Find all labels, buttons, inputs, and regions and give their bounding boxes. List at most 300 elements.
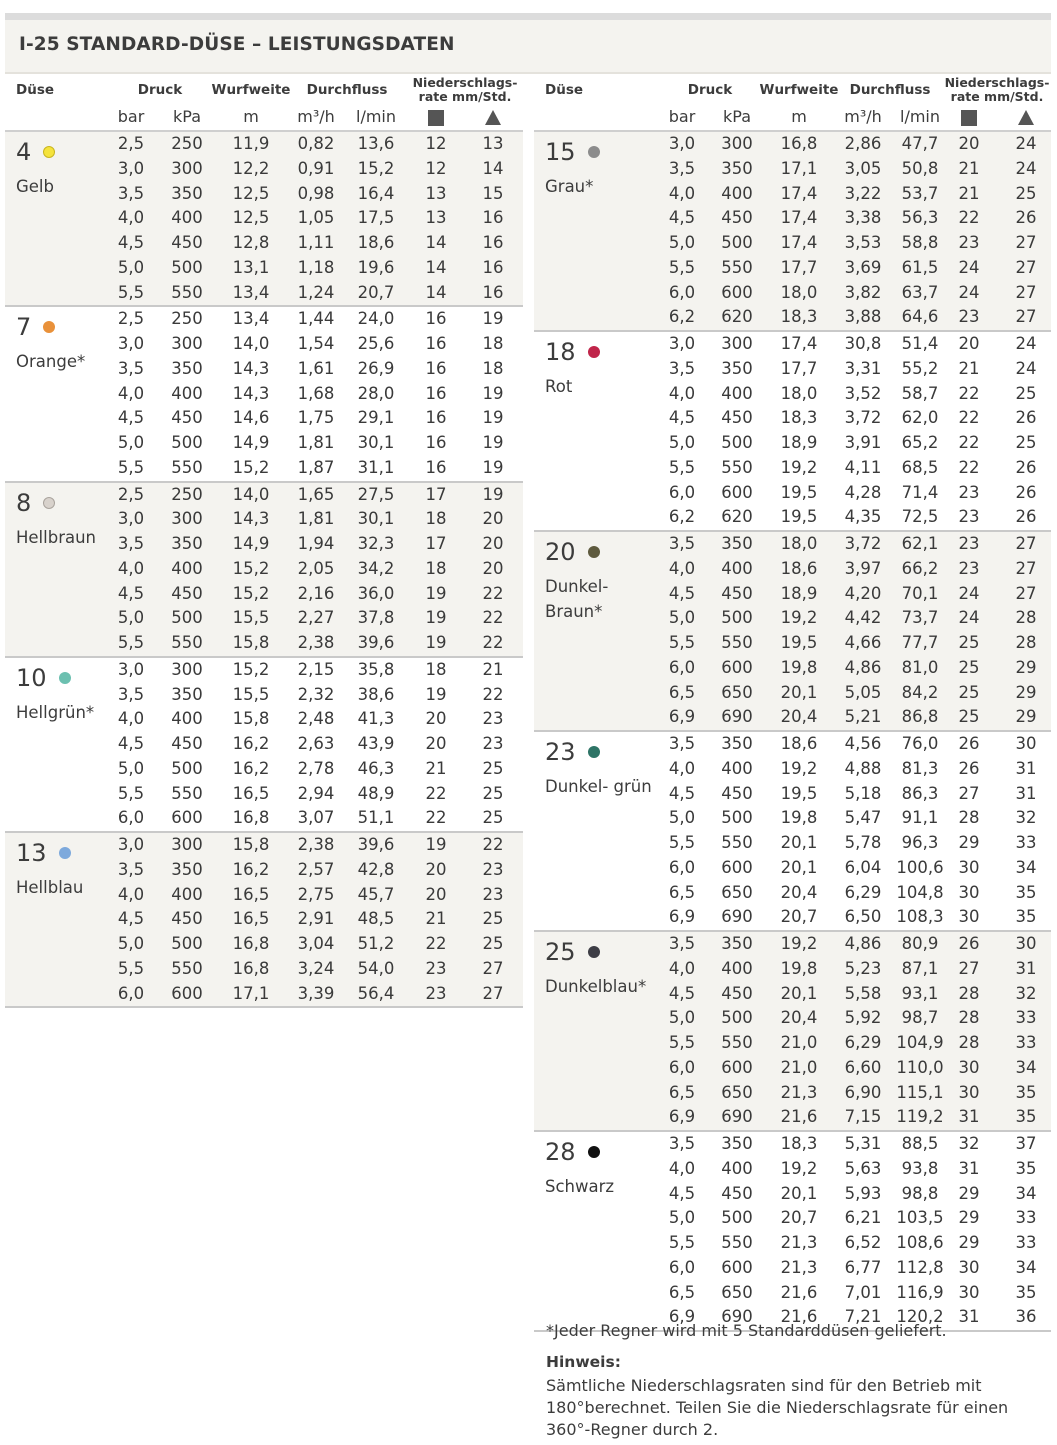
cell-radius: 14,0	[232, 484, 270, 504]
cell-bar: 5,5	[117, 457, 145, 477]
cell-bar: 5,5	[668, 833, 696, 852]
cell-bar: 6,5	[668, 1282, 696, 1302]
cell-precip-square: 16	[425, 408, 447, 428]
cell-kpa: 350	[721, 158, 753, 178]
cell-bar: 4,5	[117, 734, 145, 753]
cell-bar: 6,9	[668, 907, 696, 927]
cell-radius: 12,2	[232, 158, 270, 178]
cell-precip-triangle: 25	[482, 808, 504, 828]
header-flow: Durchfluss	[306, 82, 388, 98]
cell-bar: 3,0	[117, 835, 145, 854]
cell-kpa: 300	[171, 158, 203, 178]
table-row	[5, 582, 523, 607]
cell-kpa: 500	[721, 433, 753, 452]
cell-precip-square: 31	[958, 1158, 980, 1178]
cell-precip-square: 24	[958, 257, 980, 277]
cell-precip-square: 24	[958, 583, 980, 603]
unit-m: m	[243, 107, 259, 126]
cell-kpa: 450	[721, 983, 753, 1003]
cell-radius: 20,4	[780, 882, 818, 902]
cell-radius: 18,0	[780, 534, 818, 553]
cell-flow-m3h: 3,39	[297, 983, 335, 1003]
cell-flow-lmin: 54,0	[357, 958, 395, 978]
cell-flow-lmin: 45,7	[357, 884, 395, 904]
cell-radius: 20,7	[780, 1208, 818, 1228]
cell-radius: 11,9	[232, 134, 270, 153]
cell-flow-m3h: 3,31	[844, 358, 882, 378]
cell-kpa: 550	[171, 633, 203, 652]
cell-radius: 15,5	[232, 684, 270, 704]
cell-precip-square: 22	[425, 783, 447, 803]
cell-radius: 21,6	[780, 1282, 818, 1302]
cell-flow-lmin: 58,7	[901, 383, 939, 403]
cell-radius: 16,5	[232, 884, 270, 904]
cell-flow-lmin: 115,1	[896, 1082, 944, 1102]
cell-precip-square: 20	[425, 884, 447, 904]
header-precip-line2: rate mm/Std.	[418, 89, 512, 104]
table-row	[534, 831, 1051, 856]
cell-precip-triangle: 26	[1015, 208, 1037, 228]
cell-flow-m3h: 5,92	[844, 1008, 882, 1028]
cell-bar: 6,9	[668, 707, 696, 727]
cell-kpa: 650	[721, 1282, 753, 1302]
cell-precip-triangle: 25	[1015, 433, 1037, 452]
cell-precip-square: 30	[958, 1257, 980, 1277]
cell-flow-m3h: 3,07	[297, 808, 335, 828]
cell-kpa: 690	[721, 1107, 753, 1127]
table-row	[5, 557, 523, 582]
cell-flow-lmin: 46,3	[357, 758, 395, 778]
table-row	[534, 905, 1051, 930]
cell-kpa: 350	[721, 1134, 753, 1153]
cell-precip-square: 22	[425, 934, 447, 953]
cell-flow-lmin: 65,2	[901, 433, 939, 452]
cell-precip-triangle: 23	[482, 734, 504, 753]
cell-precip-triangle: 30	[1015, 734, 1037, 753]
cell-kpa: 350	[171, 684, 203, 704]
cell-bar: 5,5	[668, 257, 696, 277]
cell-precip-square: 22	[958, 457, 980, 477]
table-row	[534, 656, 1051, 681]
cell-flow-m3h: 0,98	[297, 183, 335, 203]
cell-bar: 5,0	[668, 1208, 696, 1228]
cell-bar: 6,0	[668, 482, 696, 502]
cell-flow-lmin: 34,2	[357, 558, 395, 578]
cell-kpa: 300	[171, 835, 203, 854]
cell-bar: 4,0	[668, 558, 696, 578]
cell-bar: 3,5	[668, 1134, 696, 1153]
cell-precip-square: 19	[425, 684, 447, 704]
cell-bar: 3,5	[668, 934, 696, 953]
cell-flow-m3h: 1,54	[297, 334, 335, 353]
cell-precip-triangle: 27	[482, 958, 504, 978]
cell-bar: 6,9	[668, 1307, 696, 1327]
cell-flow-lmin: 87,1	[901, 958, 939, 978]
nozzle-color-name: Hellbraun	[16, 527, 97, 547]
cell-flow-m3h: 6,29	[844, 882, 882, 902]
cell-flow-m3h: 3,05	[844, 158, 882, 178]
cell-precip-triangle: 26	[1015, 457, 1037, 477]
cell-flow-m3h: 4,86	[844, 934, 882, 953]
cell-flow-m3h: 3,69	[844, 257, 882, 277]
cell-precip-square: 16	[425, 358, 447, 378]
cell-bar: 6,0	[668, 282, 696, 302]
unit-bar: bar	[668, 107, 696, 126]
cell-bar: 3,5	[117, 859, 145, 879]
table-row	[534, 206, 1051, 231]
cell-precip-triangle: 19	[482, 457, 504, 477]
cell-radius: 19,2	[780, 934, 818, 953]
cell-radius: 17,4	[780, 208, 818, 228]
unit-m3h: m³/h	[297, 107, 335, 126]
cell-flow-m3h: 2,75	[297, 884, 335, 904]
table-row	[5, 281, 523, 306]
cell-precip-square: 16	[425, 457, 447, 477]
cell-bar: 4,0	[668, 758, 696, 778]
cell-flow-m3h: 4,86	[844, 657, 882, 677]
cell-flow-lmin: 62,0	[901, 408, 939, 428]
cell-kpa: 690	[721, 907, 753, 927]
cell-flow-lmin: 76,0	[901, 734, 939, 753]
cell-flow-lmin: 31,1	[357, 457, 395, 477]
nozzle-group	[534, 532, 1051, 732]
cell-precip-triangle: 31	[1015, 758, 1037, 778]
cell-radius: 15,8	[232, 835, 270, 854]
cell-precip-square: 23	[425, 958, 447, 978]
table-row	[5, 683, 523, 708]
cell-radius: 18,6	[780, 558, 818, 578]
cell-kpa: 650	[721, 882, 753, 902]
cell-precip-square: 18	[425, 509, 447, 529]
cell-flow-lmin: 80,9	[901, 934, 939, 953]
table-row	[534, 256, 1051, 281]
cell-flow-m3h: 4,88	[844, 758, 882, 778]
cell-radius: 14,3	[232, 383, 270, 403]
cell-flow-lmin: 108,3	[896, 907, 944, 927]
cell-flow-lmin: 62,1	[901, 534, 939, 553]
cell-flow-m3h: 1,44	[297, 309, 335, 329]
cell-flow-m3h: 6,90	[844, 1082, 882, 1102]
table-row	[534, 505, 1051, 530]
table-row	[5, 483, 523, 508]
cell-radius: 18,0	[780, 282, 818, 302]
cell-kpa: 300	[171, 509, 203, 529]
table-row	[5, 982, 523, 1007]
cell-precip-triangle: 29	[1015, 707, 1037, 727]
cell-precip-triangle: 27	[1015, 558, 1037, 578]
table-row	[5, 833, 523, 858]
cell-kpa: 350	[721, 534, 753, 553]
cell-flow-m3h: 5,63	[844, 1158, 882, 1178]
cell-precip-triangle: 16	[482, 208, 504, 228]
nozzle-group	[534, 1132, 1051, 1332]
cell-flow-m3h: 1,24	[297, 282, 335, 302]
cell-bar: 3,5	[668, 734, 696, 753]
cell-flow-m3h: 4,42	[844, 608, 882, 628]
cell-flow-lmin: 68,5	[901, 457, 939, 477]
table-row	[534, 631, 1051, 656]
cell-radius: 14,3	[232, 358, 270, 378]
nozzle-color-name: Dunkelblau*	[545, 977, 647, 996]
cell-precip-square: 23	[958, 482, 980, 502]
cell-precip-triangle: 28	[1015, 633, 1037, 652]
cell-radius: 19,5	[780, 783, 818, 803]
cell-radius: 14,3	[232, 509, 270, 529]
cell-bar: 5,0	[117, 608, 145, 628]
cell-kpa: 500	[171, 758, 203, 778]
triangle-icon	[485, 110, 501, 125]
table-row	[5, 182, 523, 207]
cell-radius: 15,2	[232, 457, 270, 477]
cell-precip-triangle: 35	[1015, 1282, 1037, 1302]
cell-bar: 3,5	[117, 358, 145, 378]
cell-flow-lmin: 98,7	[901, 1008, 939, 1028]
cell-flow-lmin: 103,5	[896, 1208, 944, 1228]
cell-precip-square: 20	[425, 709, 447, 729]
cell-precip-square: 19	[425, 633, 447, 652]
cell-precip-triangle: 33	[1015, 1033, 1037, 1052]
cell-flow-lmin: 116,9	[896, 1282, 944, 1302]
cell-radius: 16,2	[232, 734, 270, 753]
table-row	[5, 732, 523, 757]
cell-kpa: 400	[721, 383, 753, 403]
cell-radius: 16,8	[232, 958, 270, 978]
cell-flow-m3h: 7,15	[844, 1107, 882, 1127]
nozzle-number: 15	[545, 138, 576, 166]
cell-precip-triangle: 33	[1015, 1208, 1037, 1228]
table-row	[5, 532, 523, 557]
cell-precip-triangle: 31	[1015, 958, 1037, 978]
cell-precip-triangle: 27	[1015, 583, 1037, 603]
cell-precip-triangle: 36	[1015, 1307, 1037, 1327]
cell-bar: 5,5	[117, 783, 145, 803]
cell-flow-m3h: 7,21	[844, 1307, 882, 1327]
cell-precip-triangle: 35	[1015, 1107, 1037, 1127]
table-row	[5, 782, 523, 807]
cell-radius: 20,1	[780, 983, 818, 1003]
cell-kpa: 550	[721, 833, 753, 852]
cell-radius: 17,1	[780, 158, 818, 178]
cell-kpa: 400	[721, 758, 753, 778]
nozzle-color-name: Gelb	[16, 177, 54, 196]
table-row	[534, 1132, 1051, 1157]
cell-bar: 5,0	[668, 433, 696, 452]
cell-flow-lmin: 25,6	[357, 334, 395, 353]
cell-precip-square: 22	[958, 383, 980, 403]
cell-precip-square: 30	[958, 857, 980, 877]
cell-flow-lmin: 100,6	[896, 857, 944, 877]
cell-precip-triangle: 20	[482, 558, 504, 578]
cell-bar: 6,9	[668, 1107, 696, 1127]
cell-flow-lmin: 29,1	[357, 408, 395, 428]
cell-kpa: 600	[721, 1057, 753, 1077]
table-row	[534, 305, 1051, 330]
cell-bar: 3,5	[668, 158, 696, 178]
cell-kpa: 250	[171, 484, 203, 504]
cell-bar: 5,5	[668, 633, 696, 652]
cell-bar: 3,0	[117, 659, 145, 679]
cell-precip-triangle: 34	[1015, 857, 1037, 877]
header-flow: Durchfluss	[849, 82, 931, 98]
left-groups	[5, 132, 523, 1008]
cell-bar: 3,5	[668, 534, 696, 553]
nozzle-color-name: Dunkel- Braun*	[545, 577, 609, 621]
cell-flow-m3h: 2,91	[297, 909, 335, 929]
cell-flow-m3h: 1,81	[297, 509, 335, 529]
cell-radius: 21,0	[780, 1033, 818, 1052]
cell-precip-square: 19	[425, 835, 447, 854]
table-row	[534, 231, 1051, 256]
table-row	[534, 357, 1051, 382]
cell-kpa: 350	[171, 859, 203, 879]
cell-precip-square: 17	[425, 484, 447, 504]
table-row	[5, 658, 523, 683]
cell-radius: 20,1	[780, 1183, 818, 1203]
table-row	[534, 856, 1051, 881]
cell-flow-lmin: 39,6	[357, 633, 395, 652]
cell-kpa: 650	[721, 1082, 753, 1102]
cell-kpa: 450	[171, 233, 203, 252]
cell-precip-square: 18	[425, 558, 447, 578]
table-row	[534, 1105, 1051, 1130]
cell-bar: 4,0	[117, 383, 145, 403]
cell-kpa: 690	[721, 707, 753, 727]
cell-kpa: 550	[721, 257, 753, 277]
cell-kpa: 550	[721, 1233, 753, 1252]
cell-flow-lmin: 39,6	[357, 835, 395, 854]
cell-precip-square: 26	[958, 934, 980, 953]
cell-radius: 20,4	[780, 1008, 818, 1028]
cell-radius: 19,2	[780, 758, 818, 778]
cell-kpa: 400	[171, 383, 203, 403]
cell-flow-lmin: 16,4	[357, 183, 395, 203]
table-row	[534, 1231, 1051, 1256]
cell-precip-square: 28	[958, 1008, 980, 1028]
cell-precip-square: 31	[958, 1107, 980, 1127]
cell-flow-lmin: 86,3	[901, 783, 939, 803]
cell-flow-m3h: 5,05	[844, 682, 882, 702]
cell-flow-m3h: 4,28	[844, 482, 882, 502]
cell-kpa: 450	[721, 783, 753, 803]
cell-precip-triangle: 29	[1015, 682, 1037, 702]
cell-precip-square: 20	[958, 334, 980, 353]
cell-precip-square: 20	[958, 134, 980, 153]
header-precip-line1: Niederschlags-	[944, 75, 1050, 90]
cell-flow-lmin: 38,6	[357, 684, 395, 704]
cell-precip-triangle: 34	[1015, 1183, 1037, 1203]
cell-flow-lmin: 51,1	[357, 808, 395, 828]
cell-precip-triangle: 13	[482, 134, 504, 153]
cell-radius: 17,4	[780, 183, 818, 203]
cell-precip-triangle: 30	[1015, 934, 1037, 953]
table-row	[5, 631, 523, 656]
hint-title: Hinweis:	[546, 1353, 621, 1371]
cell-bar: 4,5	[668, 408, 696, 428]
triangle-icon	[1018, 110, 1034, 125]
cell-bar: 3,0	[117, 509, 145, 529]
cell-flow-m3h: 0,91	[297, 158, 335, 178]
cell-kpa: 550	[721, 457, 753, 477]
cell-precip-triangle: 26	[1015, 482, 1037, 502]
cell-radius: 19,5	[780, 482, 818, 502]
cell-flow-lmin: 13,6	[357, 134, 395, 153]
cell-flow-lmin: 28,0	[357, 383, 395, 403]
cell-precip-square: 30	[958, 1082, 980, 1102]
cell-bar: 4,0	[668, 383, 696, 403]
cell-kpa: 400	[171, 709, 203, 729]
cell-precip-triangle: 22	[482, 633, 504, 652]
cell-flow-m3h: 3,22	[844, 183, 882, 203]
cell-precip-square: 30	[958, 1282, 980, 1302]
table-row	[534, 1182, 1051, 1207]
cell-bar: 3,5	[117, 534, 145, 553]
cell-flow-lmin: 81,3	[901, 758, 939, 778]
cell-radius: 20,1	[780, 833, 818, 852]
cell-precip-square: 13	[425, 183, 447, 203]
cell-precip-square: 14	[425, 233, 447, 252]
cell-radius: 15,8	[232, 633, 270, 652]
cell-flow-lmin: 81,0	[901, 657, 939, 677]
cell-precip-square: 23	[958, 534, 980, 553]
cell-kpa: 600	[721, 282, 753, 302]
cell-radius: 14,0	[232, 334, 270, 353]
cell-flow-m3h: 5,21	[844, 707, 882, 727]
cell-precip-triangle: 14	[482, 158, 504, 178]
nozzle-number: 10	[16, 663, 47, 692]
cell-precip-square: 24	[958, 282, 980, 302]
table-row	[534, 1206, 1051, 1231]
nozzle-number: 13	[16, 839, 47, 867]
table-row	[534, 782, 1051, 807]
table-row	[5, 231, 523, 256]
cell-bar: 5,0	[117, 934, 145, 953]
title-band	[5, 20, 1051, 74]
cell-flow-lmin: 48,5	[357, 909, 395, 929]
cell-precip-square: 25	[958, 657, 980, 677]
cell-bar: 4,5	[668, 783, 696, 803]
table-row	[5, 507, 523, 532]
cell-kpa: 500	[721, 233, 753, 252]
cell-precip-square: 21	[425, 909, 447, 929]
cell-bar: 4,5	[668, 583, 696, 603]
cell-flow-lmin: 26,9	[357, 358, 395, 378]
cell-flow-lmin: 63,7	[901, 282, 939, 302]
cell-radius: 16,8	[780, 134, 818, 153]
cell-kpa: 450	[721, 583, 753, 603]
cell-flow-lmin: 20,7	[357, 282, 395, 302]
table-row	[534, 1081, 1051, 1106]
table-row	[534, 406, 1051, 431]
cell-precip-triangle: 25	[482, 934, 504, 953]
cell-bar: 4,5	[117, 909, 145, 929]
cell-kpa: 300	[171, 659, 203, 679]
cell-precip-triangle: 27	[482, 983, 504, 1003]
cell-radius: 18,0	[780, 383, 818, 403]
cell-kpa: 550	[171, 457, 203, 477]
cell-precip-square: 17	[425, 534, 447, 553]
nozzle-color-name: Hellgrün*	[16, 702, 95, 722]
cell-kpa: 600	[171, 983, 203, 1003]
nozzle-number: 25	[545, 938, 576, 966]
cell-radius: 15,8	[232, 709, 270, 729]
cell-bar: 6,0	[117, 983, 145, 1003]
nozzle-color-name: Hellblau	[16, 878, 84, 897]
cell-flow-m3h: 1,61	[297, 358, 335, 378]
unit-kpa: kPa	[723, 107, 751, 126]
cell-kpa: 400	[721, 958, 753, 978]
cell-kpa: 400	[721, 183, 753, 203]
cell-kpa: 350	[721, 734, 753, 753]
